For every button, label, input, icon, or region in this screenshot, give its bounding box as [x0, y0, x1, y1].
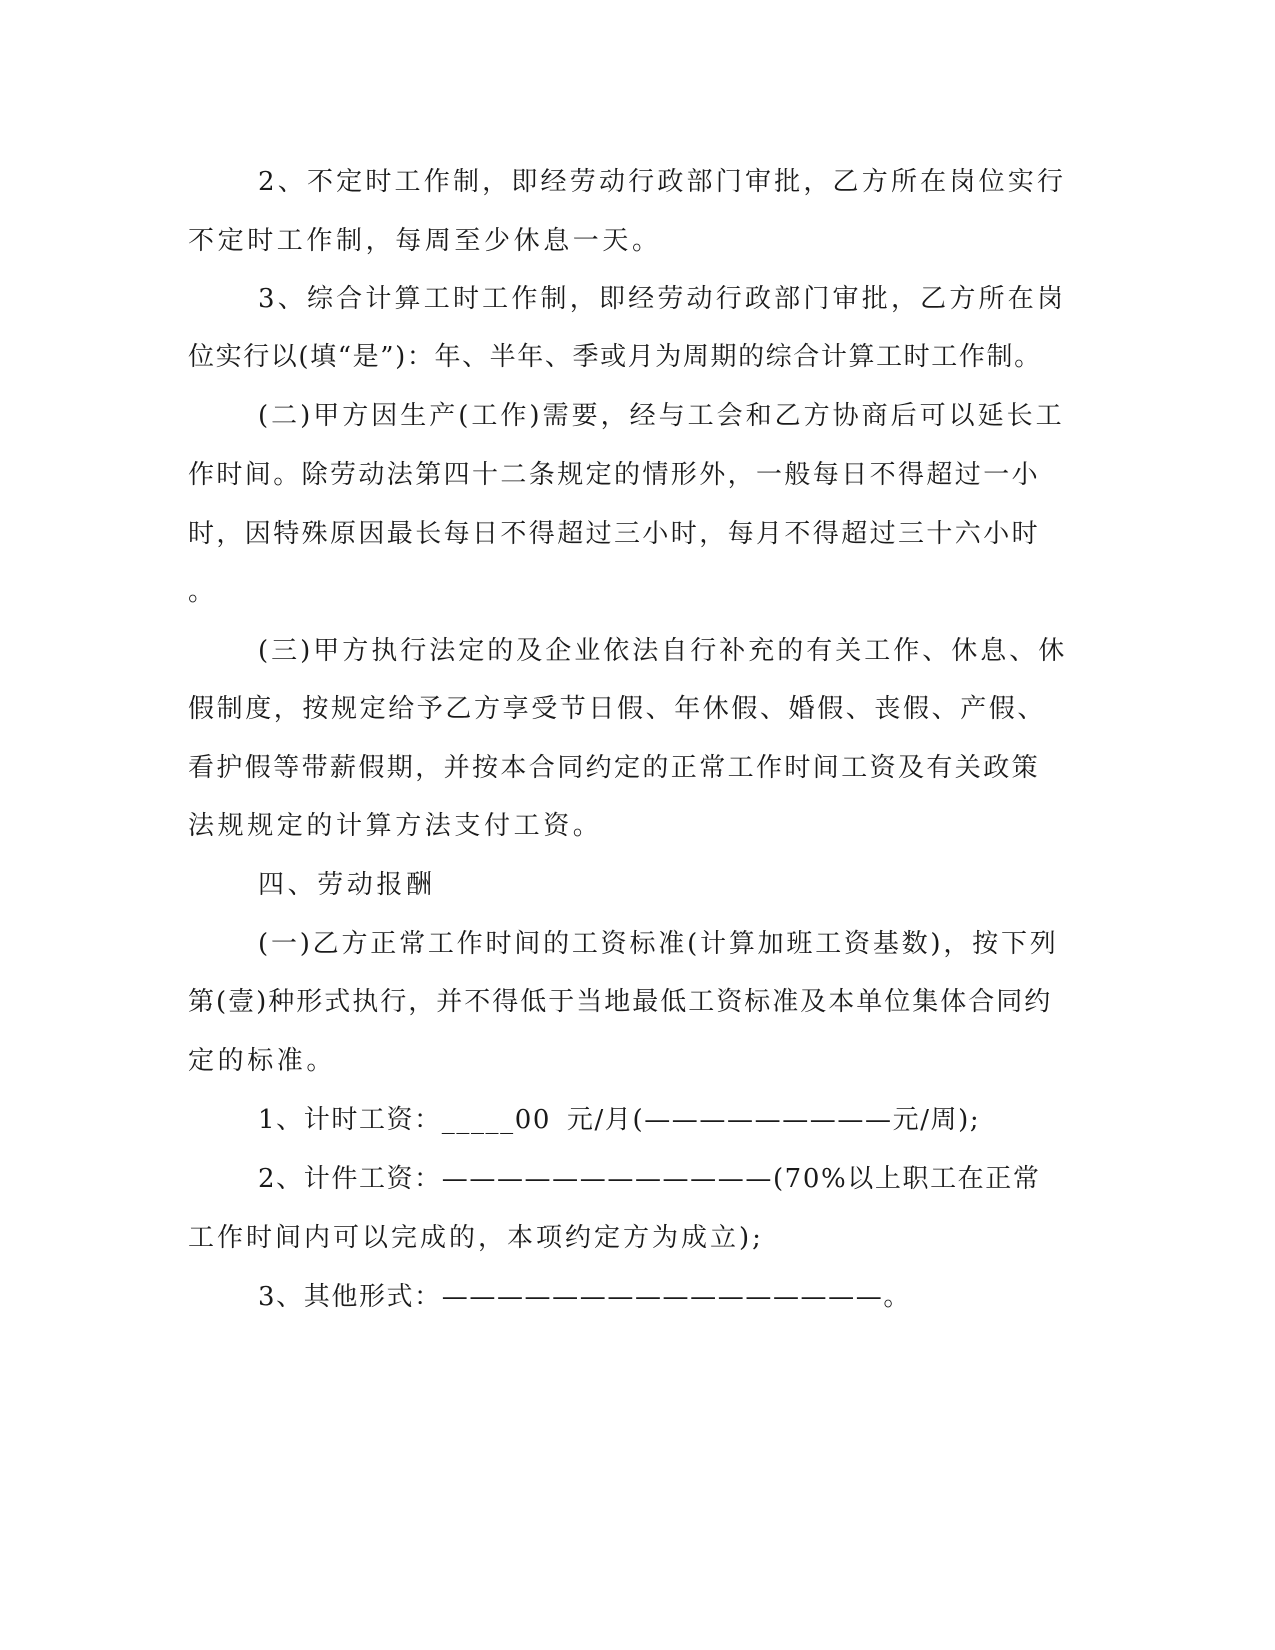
paragraph-line: 作时间。除劳动法第四十二条规定的情形外，一般每日不得超过一小 — [188, 460, 1041, 490]
paragraph-line: 假制度，按规定给予乙方享受节日假、年休假、婚假、丧假、产假、 — [188, 694, 1047, 724]
paragraph-line: (一)乙方正常工作时间的工资标准(计算加班工资基数)，按下列 — [258, 929, 1059, 959]
section-heading: 四、劳动报酬 — [258, 870, 436, 900]
paragraph-line: (二)甲方因生产(工作)需要，经与工会和乙方协商后可以延长工 — [258, 401, 1065, 431]
paragraph-line: 看护假等带薪假期，并按本合同约定的正常工作时间工资及有关政策 — [188, 753, 1041, 783]
paragraph-line: 第(壹)种形式执行，并不得低于当地最低工资标准及本单位集体合同约 — [188, 987, 1053, 1017]
paragraph-line: 3、综合计算工时工作制，即经劳动行政部门审批，乙方所在岗 — [258, 284, 1067, 314]
paragraph-line: 工作时间内可以完成的，本项约定方为成立); — [188, 1223, 764, 1253]
paragraph-line: 定的标准。 — [188, 1046, 337, 1076]
paragraph-line: 位实行以(填“是”)：年、半年、季或月为周期的综合计算工时工作制。 — [188, 342, 1042, 372]
paragraph-line: 法规规定的计算方法支付工资。 — [188, 811, 603, 841]
paragraph-line: 2、不定时工作制，即经劳动行政部门审批，乙方所在岗位实行 — [258, 167, 1067, 197]
paragraph-line: 1、计时工资：_____00 元/月(—————————元/周); — [258, 1105, 981, 1135]
paragraph-line: (三)甲方执行法定的及企业依法自行补充的有关工作、休息、休 — [258, 636, 1068, 666]
paragraph-line: 。 — [188, 577, 217, 607]
paragraph-line: 3、其他形式：————————————————。 — [258, 1282, 911, 1312]
paragraph-line: 时，因特殊原因最长每日不得超过三小时，每月不得超过三十六小时 — [188, 519, 1041, 549]
paragraph-line: 2、计件工资：————————————(70%以上职工在正常 — [258, 1164, 1041, 1194]
paragraph-line: 不定时工作制，每周至少休息一天。 — [188, 226, 662, 256]
